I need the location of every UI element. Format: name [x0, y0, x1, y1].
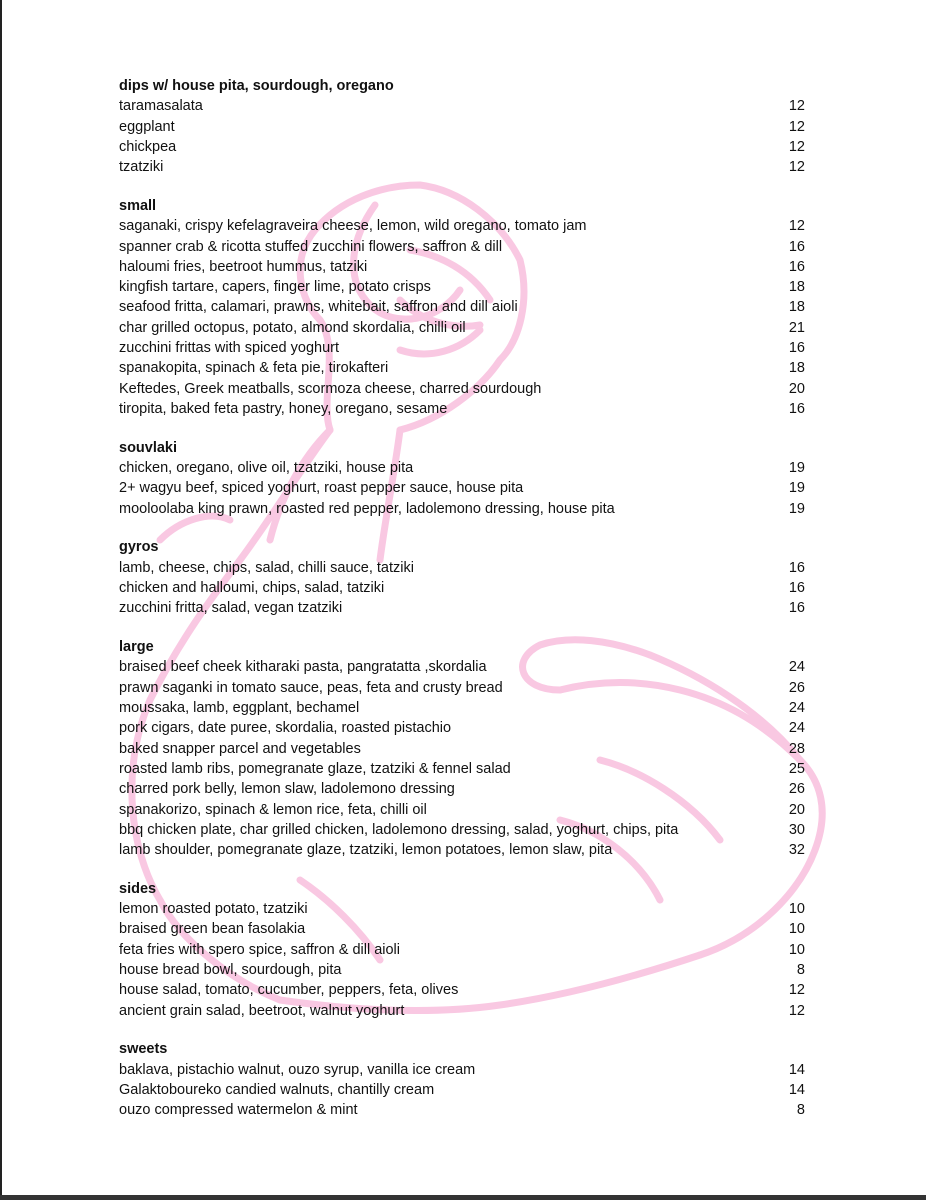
- item-name: bbq chicken plate, char grilled chicken, ladolemono dressing, salad, yoghurt, chips, pita: [119, 821, 679, 838]
- item-price: 10: [788, 941, 805, 958]
- item-price: 12: [788, 982, 805, 999]
- item-name: haloumi fries, beetroot hummus, tatziki: [119, 258, 368, 275]
- item-price: 8: [796, 1102, 805, 1119]
- menu-item: [119, 478, 805, 498]
- item-name: moussaka, lamb, eggplant, bechamel: [119, 700, 360, 717]
- menu-item: [119, 1080, 805, 1100]
- menu-item: [119, 940, 805, 960]
- item-name: baklava, pistachio walnut, ouzo syrup, vanilla ice cream: [119, 1061, 476, 1078]
- item-price: 12: [788, 118, 805, 135]
- menu-item: [119, 840, 805, 860]
- item-price: 16: [788, 580, 805, 597]
- menu-item: [119, 820, 805, 840]
- item-price: 18: [788, 279, 805, 296]
- menu-item: [119, 1060, 805, 1080]
- item-name: charred pork belly, lemon slaw, ladolemono dressing: [119, 781, 455, 798]
- menu-item: [119, 257, 805, 277]
- item-price: 16: [788, 400, 805, 417]
- item-price: 16: [788, 600, 805, 617]
- menu-item: [119, 499, 805, 519]
- menu-item: [119, 899, 805, 919]
- menu-item: [119, 379, 805, 399]
- item-price: 26: [788, 679, 805, 696]
- menu-item: [119, 318, 805, 338]
- item-name: spanakopita, spinach & feta pie, tirokafteri: [119, 360, 389, 377]
- section-title: dips w/ house pita, sourdough, oregano: [119, 78, 394, 94]
- item-name: chicken and halloumi, chips, salad, tatziki: [119, 580, 385, 597]
- menu-item: [119, 800, 805, 820]
- menu-item: [119, 458, 805, 478]
- item-price: 25: [788, 760, 805, 777]
- item-price: 10: [788, 921, 805, 938]
- menu-item: [119, 919, 805, 939]
- menu-item: [119, 117, 805, 137]
- item-price: 12: [788, 159, 805, 176]
- menu-section-large: [119, 637, 805, 860]
- item-price: 30: [788, 821, 805, 838]
- item-name: ouzo compressed watermelon & mint: [119, 1102, 358, 1119]
- menu-section-sides: [119, 879, 805, 1021]
- menu-section-sweets: [119, 1039, 805, 1120]
- item-name: braised green bean fasolakia: [119, 921, 306, 938]
- menu-section-gyros: [119, 537, 805, 618]
- item-name: chicken, oregano, olive oil, tzatziki, house pita: [119, 460, 414, 477]
- item-price: 16: [788, 559, 805, 576]
- item-price: 20: [788, 801, 805, 818]
- item-price: 14: [788, 1061, 805, 1078]
- item-name: kingfish tartare, capers, finger lime, potato crisps: [119, 279, 431, 296]
- item-price: 26: [788, 781, 805, 798]
- item-price: 16: [788, 238, 805, 255]
- menu-item: [119, 1100, 805, 1120]
- menu-item: [119, 399, 805, 419]
- item-name: chickpea: [119, 138, 177, 155]
- menu-item: [119, 718, 805, 738]
- item-name: baked snapper parcel and vegetables: [119, 740, 361, 757]
- item-name: braised beef cheek kitharaki pasta, pangratatta ,skordalia: [119, 659, 487, 676]
- item-price: 19: [788, 500, 805, 517]
- item-name: 2+ wagyu beef, spiced yoghurt, roast pepper sauce, house pita: [119, 480, 524, 497]
- item-name: roasted lamb ribs, pomegranate glaze, tzatziki & fennel salad: [119, 760, 511, 777]
- item-name: mooloolaba king prawn, roasted red pepper, ladolemono dressing, house pita: [119, 500, 615, 517]
- item-name: lamb shoulder, pomegranate glaze, tzatziki, lemon potatoes, lemon slaw, pita: [119, 842, 613, 859]
- item-price: 19: [788, 480, 805, 497]
- menu-item: [119, 1001, 805, 1021]
- menu-section-souvlaki: [119, 438, 805, 519]
- menu-item: [119, 96, 805, 116]
- item-name: lamb, cheese, chips, salad, chilli sauce, tatziki: [119, 559, 414, 576]
- item-name: eggplant: [119, 118, 175, 135]
- item-name: lemon roasted potato, tzatziki: [119, 901, 308, 918]
- menu-item: [119, 358, 805, 378]
- menu-item: [119, 558, 805, 578]
- item-name: feta fries with spero spice, saffron & dill aioli: [119, 941, 401, 958]
- section-title: souvlaki: [119, 439, 178, 456]
- item-name: seafood fritta, calamari, prawns, whitebait, saffron and dill aioli: [119, 299, 518, 316]
- item-price: 16: [788, 258, 805, 275]
- menu-item: [119, 216, 805, 236]
- item-name: pork cigars, date puree, skordalia, roasted pistachio: [119, 720, 452, 737]
- item-price: 28: [788, 740, 805, 757]
- section-title: sides: [119, 880, 157, 897]
- item-price: 12: [788, 98, 805, 115]
- item-name: spanner crab & ricotta stuffed zucchini flowers, saffron & dill: [119, 238, 503, 255]
- menu-item: [119, 598, 805, 618]
- menu-item: [119, 759, 805, 779]
- item-price: 24: [788, 720, 805, 737]
- menu-item: [119, 277, 805, 297]
- item-name: spanakorizo, spinach & lemon rice, feta, chilli oil: [119, 801, 427, 818]
- item-price: 12: [788, 218, 805, 235]
- menu-item: [119, 157, 805, 177]
- menu: [119, 76, 805, 1139]
- menu-item: [119, 698, 805, 718]
- item-price: 16: [788, 340, 805, 357]
- menu-item: [119, 578, 805, 598]
- item-price: 8: [796, 962, 805, 979]
- section-title: sweets: [119, 1041, 168, 1058]
- menu-item: [119, 739, 805, 759]
- section-title: small: [119, 197, 157, 214]
- item-price: 18: [788, 299, 805, 316]
- item-price: 12: [788, 138, 805, 155]
- menu-item: [119, 657, 805, 677]
- item-price: 21: [788, 319, 805, 336]
- item-price: 14: [788, 1082, 805, 1099]
- section-title: gyros: [119, 539, 159, 556]
- item-name: zucchini fritta, salad, vegan tzatziki: [119, 600, 343, 617]
- item-name: char grilled octopus, potato, almond skordalia, chilli oil: [119, 319, 466, 336]
- page-bottom-edge: [0, 1195, 926, 1200]
- item-price: 32: [788, 842, 805, 859]
- section-title: large: [119, 639, 154, 656]
- item-name: house salad, tomato, cucumber, peppers, feta, olives: [119, 982, 459, 999]
- menu-item: [119, 297, 805, 317]
- item-name: taramasalata: [119, 98, 203, 115]
- item-price: 10: [788, 901, 805, 918]
- item-price: 24: [788, 659, 805, 676]
- item-name: saganaki, crispy kefelagraveira cheese, lemon, wild oregano, tomato jam: [119, 218, 587, 235]
- menu-item: [119, 137, 805, 157]
- menu-item: [119, 237, 805, 257]
- item-name: ancient grain salad, beetroot, walnut yoghurt: [119, 1002, 405, 1019]
- item-name: prawn saganki in tomato sauce, peas, feta and crusty bread: [119, 679, 503, 696]
- item-name: house bread bowl, sourdough, pita: [119, 962, 342, 979]
- menu-item: [119, 678, 805, 698]
- item-name: Galaktoboureko candied walnuts, chantilly cream: [119, 1082, 435, 1099]
- menu-section-dips: [119, 76, 805, 177]
- item-name: tzatziki: [119, 159, 164, 176]
- item-name: zucchini frittas with spiced yoghurt: [119, 340, 340, 357]
- item-price: 18: [788, 360, 805, 377]
- item-name: tiropita, baked feta pastry, honey, oregano, sesame: [119, 400, 448, 417]
- page-left-edge: [0, 0, 2, 1200]
- item-price: 20: [788, 380, 805, 397]
- menu-item: [119, 980, 805, 1000]
- menu-section-small: [119, 196, 805, 419]
- menu-item: [119, 960, 805, 980]
- item-price: 19: [788, 460, 805, 477]
- item-price: 24: [788, 700, 805, 717]
- item-price: 12: [788, 1002, 805, 1019]
- item-name: Keftedes, Greek meatballs, scormoza cheese, charred sourdough: [119, 380, 542, 397]
- menu-item: [119, 338, 805, 358]
- menu-item: [119, 779, 805, 799]
